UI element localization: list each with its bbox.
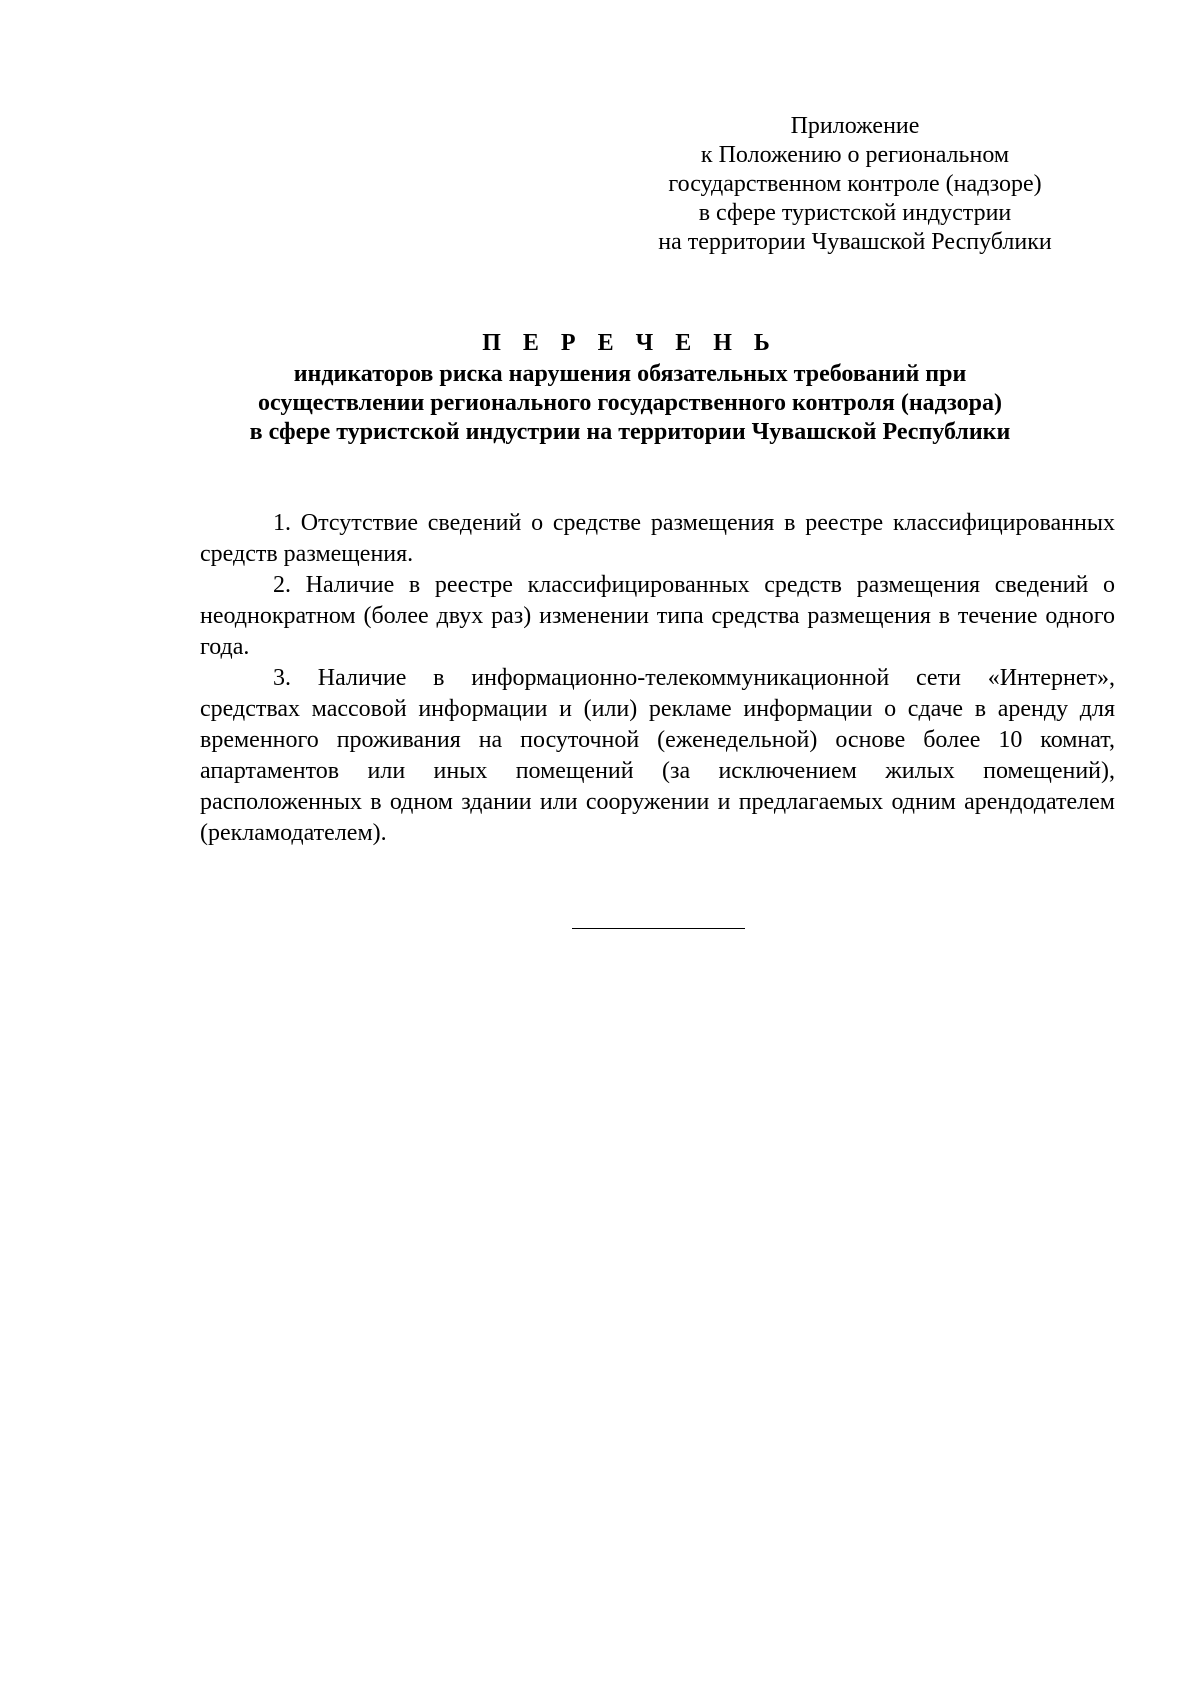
- annex-line: на территории Чувашской Республики: [658, 229, 1052, 255]
- annex-line: государственном контроле (надзоре): [668, 171, 1042, 197]
- list-item: 1. Отсутствие сведений о средстве размещения в реестре классифицированных средств размещения.: [200, 510, 1115, 567]
- list-item: 3. Наличие в информационно-телекоммуникационной сети «Интернет», средствах массовой информации и (или) рекламе информации о сдаче в аренду для временного проживания на посуточной (еженедельной) основе более 10 комнат, апартаментов или иных помещений (за исключением жилых помещений), расположенных в одном здании или сооружении и предлагаемых одним арендодателем (рекламодателем).: [200, 665, 1115, 846]
- subtitle-line: индикаторов риска нарушения обязательных требований при: [293, 361, 967, 387]
- document-subtitle: [200, 360, 1060, 447]
- annex-line: Приложение: [790, 113, 920, 139]
- closing-separator-line: [572, 928, 745, 929]
- subtitle-line: в сфере туристской индустрии на территории Чувашской Республики: [249, 419, 1011, 445]
- annex-line: к Положению о региональном: [700, 142, 1010, 168]
- document-title: П Е Р Е Ч Е Н Ь: [482, 330, 778, 356]
- annex-note: [640, 112, 1070, 257]
- indicator-list: [200, 508, 1115, 849]
- document-heading: [200, 328, 1060, 447]
- subtitle-line: осуществлении регионального государственного контроля (надзора): [258, 390, 1002, 416]
- annex-line: в сфере туристской индустрии: [698, 200, 1012, 226]
- list-item: 2. Наличие в реестре классифицированных средств размещения сведений о неоднократном (более двух раз) изменении типа средства размещения в течение одного года.: [200, 572, 1115, 660]
